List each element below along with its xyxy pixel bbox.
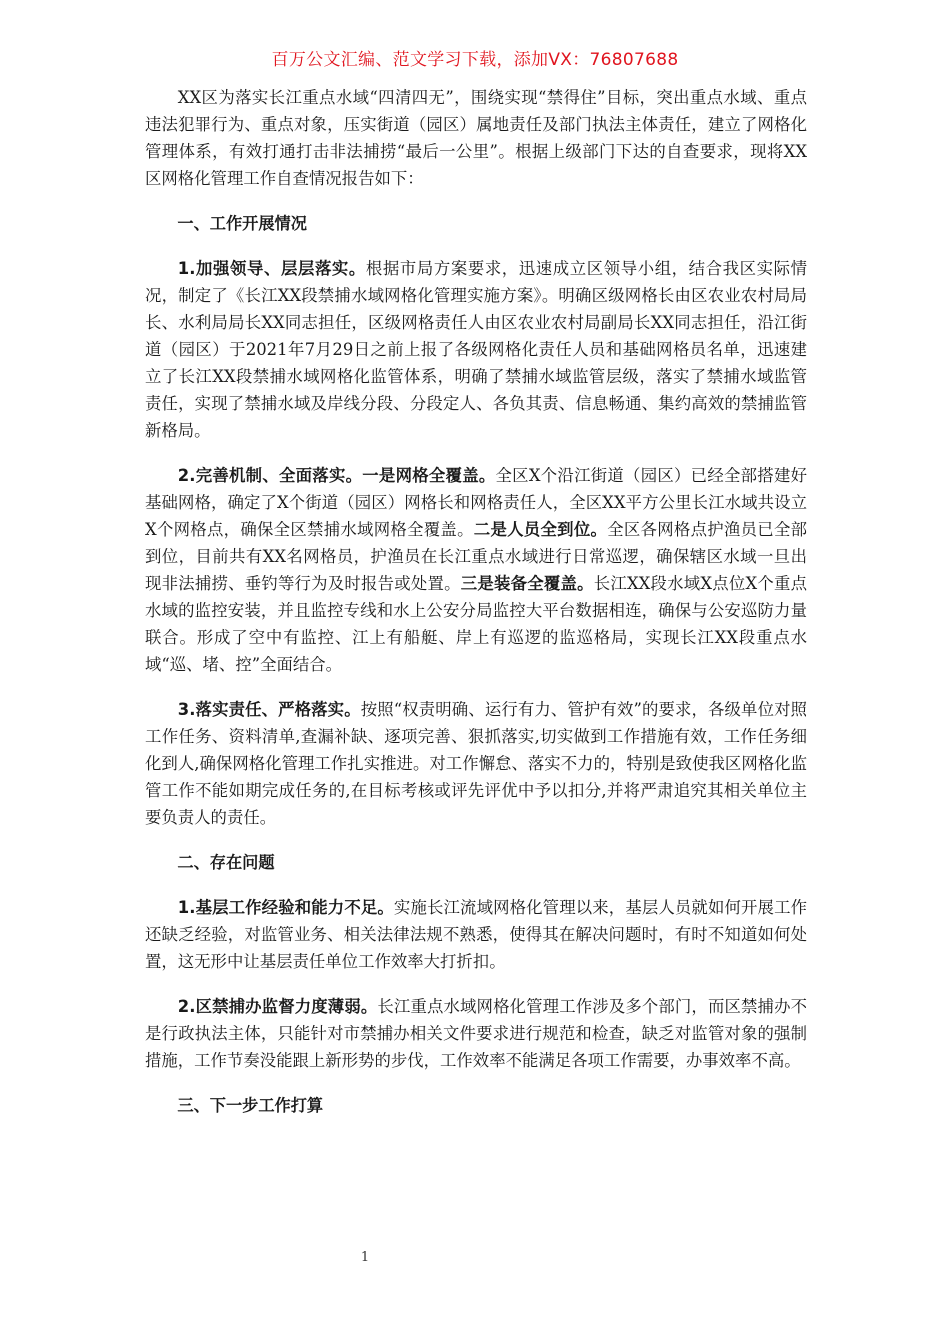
item-lead: 1.基层工作经验和能力不足。 [177, 898, 394, 917]
item-text: 按照“权责明确、运行有力、管护有效”的要求，各级单位对照工作任务、资料清单,查漏补缺、逐项完善、狠抓落实,切实做到工作措施有效，工作任务细化到人,确保网格化管理工作扎实推进。对工作懈怠、落实不力的，特别是致使我区网格化监管工作不能如期完成任务的,在目标考核或评先评优中予以扣分,并将严肃追究其相关单位主要负责人的责任。 [145, 700, 807, 827]
sub-point-lead: 二是人员全到位。 [473, 520, 608, 539]
section-1-item-3 [145, 696, 807, 831]
sub-point-text: 长江XX段水域X点位X个重点水域的监控安装，并且监控专线和水上公安分局监控大平台数据相连，确保与公安巡防力量联合。形成了空中有监控、江上有船艇、岸上有巡逻的监巡格局，实现长江XX段重点水域“巡、堵、控”全面结合。 [145, 574, 808, 674]
sub-point-lead: 一是网格全覆盖。 [362, 466, 496, 485]
item-lead: 2.完善机制、全面落实。 [177, 466, 363, 485]
section-heading-3: 三、下一步工作打算 [177, 1096, 324, 1115]
section-heading-2: 二、存在问题 [177, 853, 275, 872]
sub-point-text: 全区各网格点护渔员已全部到位，目前共有XX名网格员，护渔员在长江重点水域进行日常巡逻，确保辖区水域一旦出现非法捕捞、垂钓等行为及时报告或处置。 [145, 520, 808, 593]
section-heading-1: 一、工作开展情况 [177, 214, 307, 233]
item-text: 根据市局方案要求，迅速成立区领导小组，结合我区实际情况，制定了《长江XX段禁捕水域网格化管理实施方案》。明确区级网格长由区农业农村局局长、水利局局长XX同志担任，区级网格责任人由区农业农村局副局长XX同志担任，沿江街道（园区）于2021年7月29日之前上报了各级网格化责任人员和基础网格员名单，迅速建立了长江XX段禁捕水域网格化监管体系，明确了禁捕水域监管层级，落实了禁捕水域监管责任，实现了禁捕水域及岸线分段、分段定人、各负其责、信息畅通、集约高效的禁捕监管新格局。 [145, 259, 807, 440]
section-1-item-1 [145, 255, 807, 444]
intro-paragraph: XX区为落实长江重点水域“四清四无”，围绕实现“禁得住”目标，突出重点水域、重点违法犯罪行为、重点对象，压实街道（园区）属地责任及部门执法主体责任，建立了网格化管理体系，有效打通打击非法捕捞“最后一公里”。根据上级部门下达的自查要求，现将XX区网格化管理工作自查情况报告如下： [145, 88, 807, 188]
section-2-item-2 [145, 993, 807, 1074]
section-2-item-1 [145, 894, 807, 975]
document-body [145, 84, 807, 1137]
section-1-item-2 [145, 462, 807, 678]
item-text: 长江重点水域网格化管理工作涉及多个部门，而区禁捕办不是行政执法主体，只能针对市禁捕办相关文件要求进行规范和检查，缺乏对监管对象的强制措施，工作节奏没能跟上新形势的步伐，工作效率不能满足各项工作需要，办事效率不高。 [145, 997, 807, 1070]
item-lead: 3.落实责任、严格落实。 [177, 700, 361, 719]
header-banner: 百万公文汇编、范文学习下载，添加VX：76807688 [271, 50, 679, 70]
item-text: 实施长江流域网格化管理以来，基层人员就如何开展工作还缺乏经验，对监管业务、相关法律法规不熟悉，使得其在解决问题时，有时不知道如何处置，这无形中让基层责任单位工作效率大打折扣。 [145, 898, 808, 971]
sub-point-lead: 三是装备全覆盖。 [460, 574, 594, 593]
sub-point-text: 全区X个沿江街道（园区）已经全部搭建好基础网格，确定了X个街道（园区）网格长和网格责任人，全区XX平方公里长江水域共设立X个网格点，确保全区禁捕水域网格全覆盖。 [145, 466, 807, 539]
item-lead: 2.区禁捕办监督力度薄弱。 [177, 997, 378, 1016]
page-number: 1 [360, 1250, 370, 1265]
item-lead: 1.加强领导、层层落实。 [177, 259, 366, 278]
